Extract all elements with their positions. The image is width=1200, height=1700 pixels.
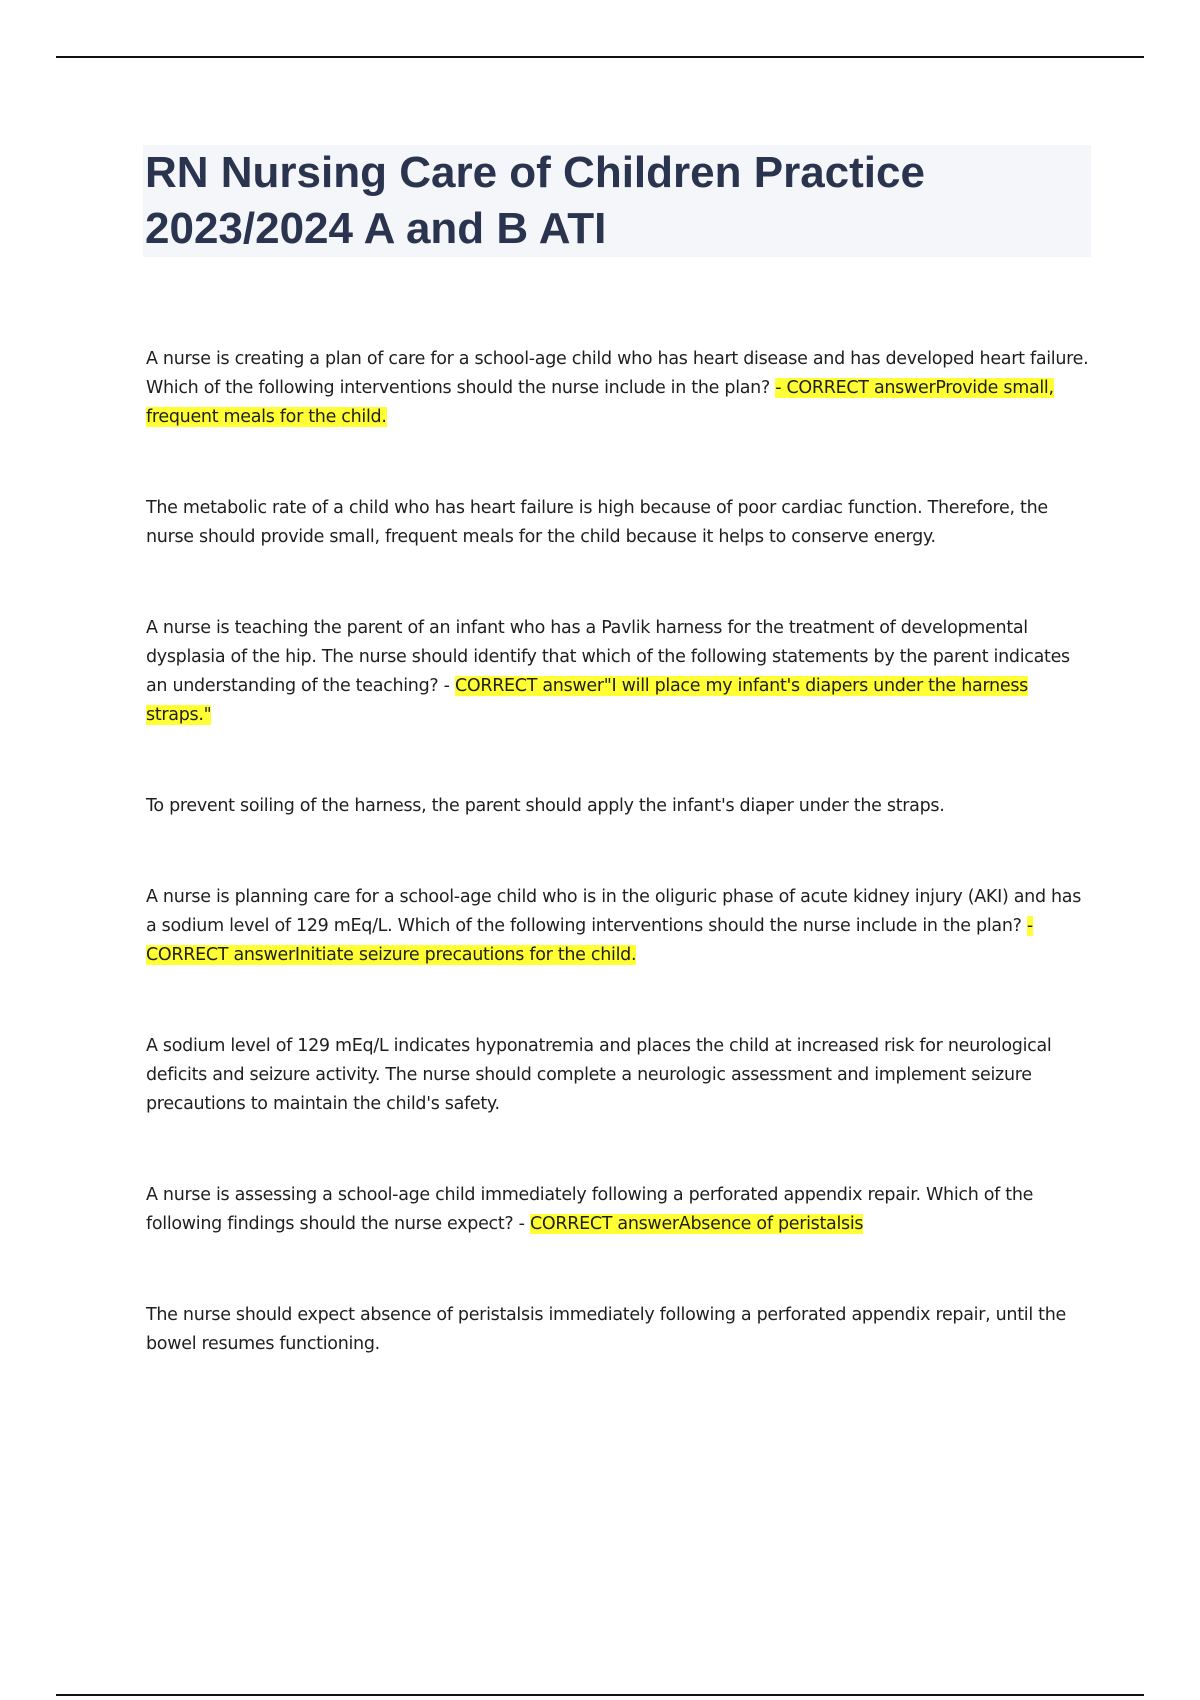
bottom-rule <box>56 1694 1144 1696</box>
top-rule <box>56 56 1144 58</box>
question-4 <box>146 1181 1091 1239</box>
spacer <box>146 552 1091 614</box>
spacer <box>146 730 1091 792</box>
question-1-text: A nurse is creating a plan of care for a school-age child who has heart disease and has developed heart failure. Which of the following interventions should the nurse include in the plan? <box>146 349 1089 398</box>
answer-4-highlight: CORRECT answerAbsence of peristalsis <box>529 1214 864 1234</box>
question-4-text: A nurse is assessing a school-age child immediately following a perforated appendix repair. Which of the following findings should the nurse expect? - <box>146 1185 1034 1234</box>
answer-3-highlight: - CORRECT answerInitiate seizure precautions for the child. <box>146 916 1033 965</box>
spacer <box>146 821 1091 883</box>
title-band <box>143 145 1091 257</box>
explanation-2: To prevent soiling of the harness, the parent should apply the infant's diaper under the straps. <box>146 796 945 816</box>
answer-2-highlight: CORRECT answer"I will place my infant's diapers under the harness straps." <box>146 676 1028 725</box>
question-3-text: A nurse is planning care for a school-age child who is in the oliguric phase of acute kidney injury (AKI) and has a sodium level of 129 mEq/L. Which of the following interventions should the nurse include in the plan? <box>146 887 1082 936</box>
spacer <box>146 970 1091 1032</box>
question-2 <box>146 614 1091 730</box>
explanation-4: The nurse should expect absence of peristalsis immediately following a perforated appendix repair, until the bowel resumes functioning. <box>146 1305 1066 1354</box>
explanation-3: A sodium level of 129 mEq/L indicates hyponatremia and places the child at increased risk for neurological deficits and seizure activity. The nurse should complete a neurologic assessment and implement seizure precautions to maintain the child's safety. <box>146 1036 1052 1114</box>
spacer <box>146 1239 1091 1301</box>
question-2-text: A nurse is teaching the parent of an infant who has a Pavlik harness for the treatment of developmental dysplasia of the hip. The nurse should identify that which of the following statements by the parent indicates an understanding of the teaching? - <box>146 618 1070 696</box>
question-3 <box>146 883 1091 970</box>
document-title: RN Nursing Care of Children Practice 2023/2024 A and B ATI <box>145 148 925 253</box>
question-1 <box>146 345 1091 432</box>
explanation-1: The metabolic rate of a child who has heart failure is high because of poor cardiac function. Therefore, the nurse should provide small, frequent meals for the child because it helps to conserve energy. <box>146 498 1048 547</box>
document-body <box>146 345 1091 1359</box>
answer-1-highlight: - CORRECT answerProvide small, frequent meals for the child. <box>146 378 1054 427</box>
spacer <box>146 432 1091 494</box>
spacer <box>146 1119 1091 1181</box>
